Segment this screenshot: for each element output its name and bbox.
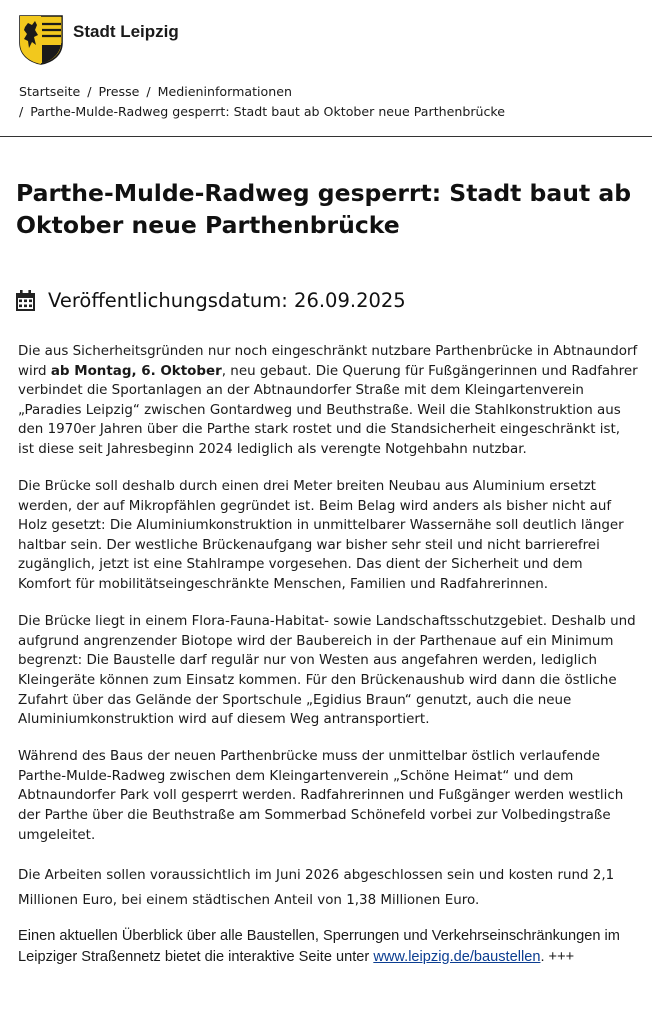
- breadcrumb-separator: /: [87, 84, 92, 99]
- breadcrumb-presse[interactable]: Presse: [98, 84, 140, 99]
- breadcrumb-startseite[interactable]: Startseite: [19, 84, 81, 99]
- paragraph-3: Die Brücke liegt in einem Flora-Fauna-Habitat- sowie Landschaftsschutzgebiet. Deshalb und aufgrund angrenzender Biotope wird der Baubereich in der Parthenaue auf ein Minimum begrenzt: Die Baustelle darf regulär nur von Westen aus angefahren werden, lediglich Kleingeräte können zum Einsatz kommen. Für den Brückenaushub wird dann die östliche Zufahrt über das Gelände der Sportschule „Egidius Braun“ genutzt, auch die neue Aluminiumkonstruktion wird auf diesem Weg antransportiert.: [18, 614, 636, 728]
- paragraph-5: Die Arbeiten sollen voraussichtlich im Juni 2026 abgeschlossen sein und kosten rund 2,1 Millionen Euro, bei einem städtischen Anteil von 1,38 Millionen Euro.: [18, 867, 615, 909]
- publication-date-label: Veröffentlichungsdatum: 26.09.2025: [48, 289, 406, 312]
- breadcrumb-separator: /: [146, 84, 151, 99]
- paragraph-4: Während des Baus der neuen Parthenbrücke muss der unmittelbar östlich verlaufende Parthe-Mulde-Radweg zwischen dem Kleingartenverein „Schöne Heimat“ und dem Abtnaundorfer Park voll gesperrt werden. Radfahrerinnen und Fußgänger werden westlich der Parthe über die Beuthstraße am Sommerbad Schönefeld vorbei zur Volbedingstraße umgeleitet.: [18, 749, 624, 843]
- paragraph-2: Die Brücke soll deshalb durch einen drei Meter breiten Neubau aus Aluminium ersetzt werden, der auf Mikropfählen gegründet ist. Beim Belag wird anders als bisher nicht auf Holz gesetzt: Die Aluminiumkonstruktion in unmittelbarer Wassernähe soll deutlich länger haltbar sein. Der westliche Brückenaufgang war bisher sehr steil und nicht barrierefrei zugänglich, jetzt ist eine Stahlrampe vorgesehen. Das dient der Sicherheit und dem Komfort für mobilitätseingeschränkte Menschen, Familien und Radfahrerinnen.: [18, 479, 624, 593]
- baustellen-link[interactable]: www.leipzig.de/baustellen: [373, 948, 541, 965]
- paragraph-6: [18, 926, 640, 968]
- page-title: Parthe-Mulde-Radweg gesperrt: Stadt baut ab Oktober neue Parthenbrücke: [16, 179, 632, 239]
- header-divider: [0, 136, 652, 137]
- paragraph-text: Die aus Sicherheitsgründen nur noch eingeschränkt nutzbare Parthenbrücke in Abtnaundorf wird: [18, 344, 638, 379]
- city-coat-of-arms-icon[interactable]: [19, 15, 63, 65]
- publication-date: [16, 289, 406, 312]
- paragraph-text: . +++: [540, 948, 575, 965]
- calendar-icon: [16, 290, 35, 311]
- breadcrumb-current: Parthe-Mulde-Radweg gesperrt: Stadt baut ab Oktober neue Parthenbrücke: [30, 103, 506, 119]
- paragraph-1: [18, 342, 640, 460]
- paragraph-text: , neu gebaut. Die Querung für Fußgängerinnen und Radfahrer verbindet die Sportanlagen an der Abtnaundorfer Straße mit dem Kleingartenverein „Paradies Leipzig“ zwischen Gontardweg und Beuthstraße. Weil die Stahlkonstruktion aus den 1970er Jahren über die Parthe stark rostet und die Standsicherheit eingeschränkt ist, ist diese seit Jahresbeginn 2024 lediglich als verengte Notgehbahn nutzbar.: [18, 363, 638, 457]
- breadcrumb-medieninformationen[interactable]: Medieninformationen: [157, 84, 292, 99]
- paragraph-text: Einen aktuellen Überblick über alle Baustellen, Sperrungen und Verkehrseinschränkungen im Leipziger Straßennetz bietet die interaktive Seite unter: [18, 927, 620, 965]
- highlighted-date: ab Montag, 6. Oktober: [50, 363, 222, 379]
- breadcrumb: [19, 82, 629, 121]
- breadcrumb-separator: /: [19, 103, 24, 119]
- site-header: [19, 14, 179, 66]
- article-body: [18, 342, 640, 968]
- site-name[interactable]: Stadt Leipzig: [73, 22, 179, 41]
